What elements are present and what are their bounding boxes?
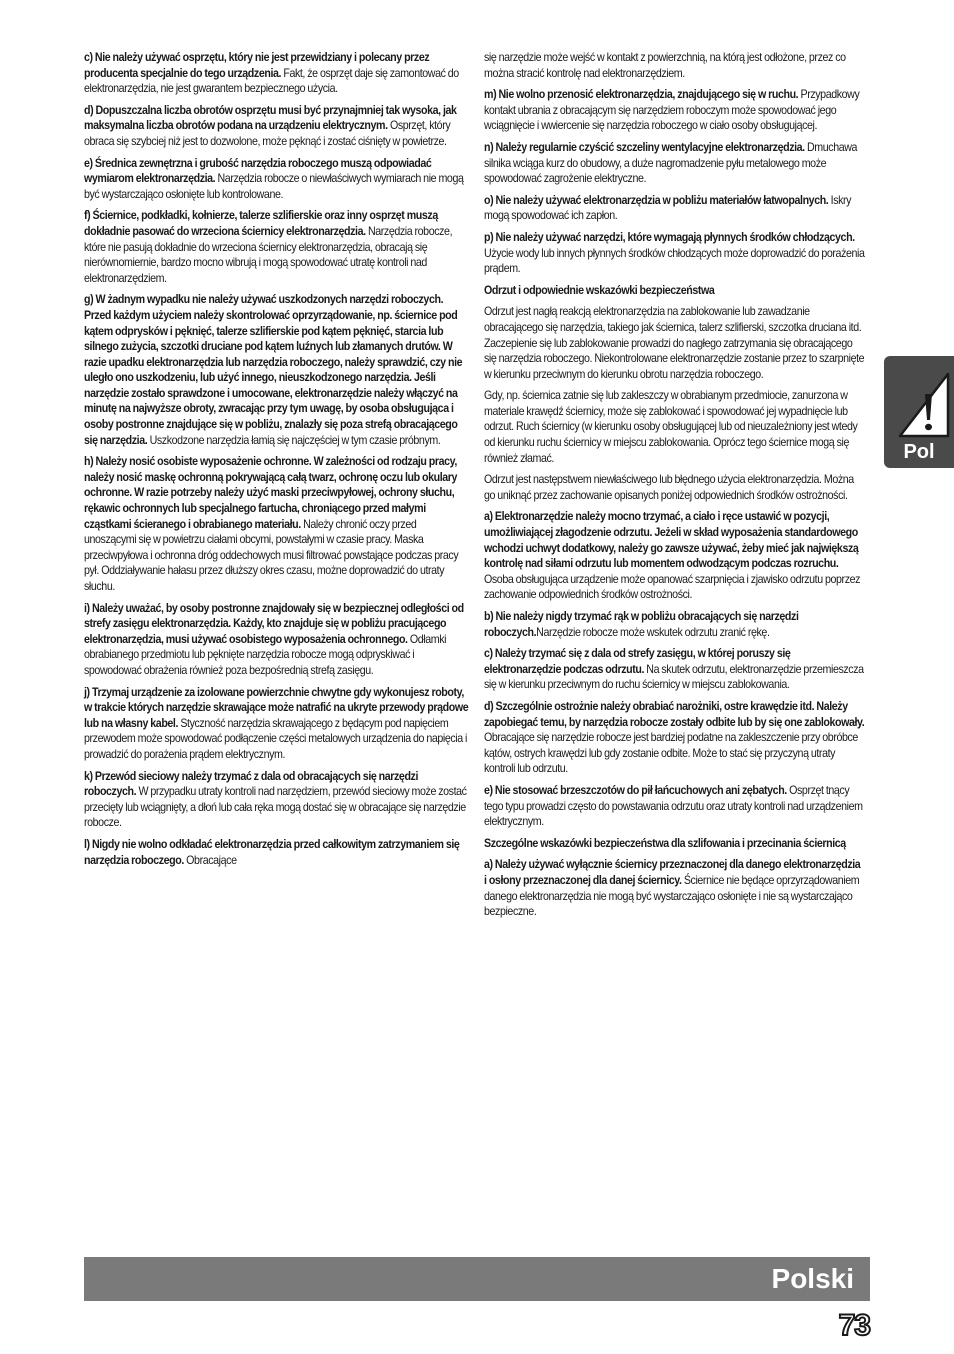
rule-e <box>84 156 470 203</box>
rule-n <box>484 140 865 187</box>
kickback-rule-e-text: Osprzęt tnący tego typu prowadzi często do powstawania odrzutu oraz utraty kontroli nad urządzeniem elektrycznym. <box>484 783 863 829</box>
rule-o-heading: o) Nie należy używać elektronarzędzia w pobliżu materiałów łatwopalnych. <box>484 193 829 207</box>
page-number: 73 <box>838 1309 870 1342</box>
grinding-rule-a-text: Ściernice nie będące oprzyrządowaniem danego elektronarzędzia nie mogą być wystarczająco osłonięte i nie są wystarczająco bezpieczne. <box>484 873 860 919</box>
rule-e-text: Narzędzia robocze o niewłaściwych wymiarach nie mogą być wystarczająco osłonięte lub kontrolowane. <box>84 172 464 201</box>
kickback-rule-b-heading: b) Nie należy nigdy trzymać rąk w pobliżu obracających się narzędzi roboczych. <box>484 610 799 639</box>
rule-g <box>84 292 470 448</box>
kickback-rule-a <box>484 509 865 603</box>
rule-o-text: Iskry mogą spowodować ich zapłon. <box>484 193 852 223</box>
rule-o <box>484 193 865 224</box>
kickback-rule-c-text: Na skutek odrzutu, elektronarzędzie przemieszcza się w kierunku przeciwnym do ruchu ściernicy w miejscu zablokowania. <box>484 662 864 692</box>
kickback-paragraph-2: Gdy, np. ściernica zatnie się lub zakleszczy w obrabianym przedmiocie, zanurzona w materiale krawędź ściernicy, może się zablokować i spowodować jej wypadnięcie lub odrzut. Ruch ściernicy (w kierunku osoby obsługującej lub od nieuzależniony jest wtedy od kierunku ruchu ściernicy w miejscu zablokowania. Oprócz tego ściernice mogą się również złamać. <box>484 389 858 465</box>
grinding-rule-a <box>484 857 865 919</box>
language-side-tab <box>884 356 954 468</box>
warning-triangle-icon <box>896 366 952 440</box>
kickback-rule-e <box>484 783 865 830</box>
rule-e-heading: e) Średnica zewnętrzna i grubość narzędzia roboczego muszą odpowiadać wymiarom elektronarzędzia. <box>84 156 432 186</box>
rule-c <box>84 50 470 97</box>
rule-c-heading: c) Nie należy używać osprzętu, który nie jest przewidziany i polecany przez producenta specjalnie do tego urządzenia. <box>84 51 430 80</box>
rule-f <box>84 208 470 286</box>
rule-j-heading: j) Trzymaj urządzenie za izolowane powierzchnie chwytne gdy wykonujesz roboty, w trakcie których narzędzie skrawające może natrafić na ukryte przewody prądowe lub na własny kabel. <box>84 685 469 730</box>
kickback-rule-d-text: Obracające się narzędzie robocze jest bardziej podatne na zakleszczenie przy obróbce kątów, ostrych krawędzi lub gdy zostanie odbite. Może to stać się przyczyną utraty kontroli lub odrzutu. <box>484 731 858 776</box>
rule-g-heading: g) W żadnym wypadku nie należy używać uszkodzonych narzędzi roboczych. Przed każdym użyciem należy skontrolować oprzyrządowanie, np. ściernice pod kątem odprysków i pęknięć, talerze szlifierskie pod kątem pęknięć, starcia lub silnego zużycia, szczotki druciane pod kątem luźnych lub złamanych drutów. W razie upadku elektronarzędzia lub narzędzia roboczego, należy sprawdzić, czy nie uległo ono uszkodzeniu, lub użyć innego, nieuszkodzonego narzędzia. Jeśli narzędzie zostało sprawdzone i umocowane, elektronarzędzie należy włączyć na minutę na najwyższe obroty, zwracając przy tym uwagę, by osoba obsługująca i osoby postronne znajdujące się w pobliżu, znalazły się poza strefą obracającego się narzędzia. <box>84 293 463 447</box>
rule-f-heading: f) Ściernice, podkładki, kołnierze, talerze szlifierskie oraz inny osprzęt muszą dokładnie pasować do wrzeciona ściernicy elektronarzędzia. <box>84 209 438 238</box>
rule-d <box>84 103 470 150</box>
rule-l-heading: l) Nigdy nie wolno odkładać elektronarzędzia przed całkowitym zatrzymaniem się narzędzia roboczego. <box>84 837 460 867</box>
rule-g-text: Uszkodzone narzędzia łamią się najczęściej w tym czasie próbnym. <box>147 433 441 447</box>
rule-h-text: Należy chronić oczy przed unoszącymi się w powietrzu ciałami obcymi, powstałymi w czasie pracy. Maska przeciwpyłowa i ochronna dróg oddechowych musi filtrować powstające podczas pracy pył. Oddziaływanie hałasu przez dłuższy okres czasu, możne doprowadzić do utraty słuchu. <box>84 517 459 593</box>
rule-p <box>484 230 865 277</box>
kickback-section-heading: Odrzut i odpowiednie wskazówki bezpieczeństwa <box>484 283 715 297</box>
rule-i-heading: i) Należy uważać, by osoby postronne znajdowały się w bezpiecznej odległości od strefy zasięgu elektronarzędzia. Każdy, kto znajduje się w pobliżu pracującego elektronarzędzia, musi używać osobistego wyposażenia ochronnego. <box>84 601 464 646</box>
rule-k-heading: k) Przewód sieciowy należy trzymać z dala od obracających się narzędzi roboczych. <box>84 769 419 799</box>
footer-language-title: Polski <box>771 1263 854 1294</box>
right-column <box>484 50 865 926</box>
kickback-paragraph-1: Odrzut jest nagłą reakcją elektronarzędzia na zablokowanie lub zawadzanie obracającego się narzędzia, takiego jak ściernica, talerz szlifierski, szczotka druciana itd. Zaczepienie się lub zablokowanie prowadzi do nagłego zatrzymania się obracającego się narzędzia roboczego. Niekontrolowane elektronarzędzie zostanie przez to szarpnięte w kierunku przeciwnym do kierunku obrotu narzędzia roboczego. <box>484 305 865 381</box>
kickback-rule-d-heading: d) Szczególnie ostrożnie należy obrabiać narożniki, ostre krawędzie itd. Należy zapobiegać temu, by narzędzia robocze zostały odbite lub by się one zablokowały. <box>484 699 865 729</box>
kickback-rule-a-heading: a) Elektronarzędzie należy mocno trzymać, a ciało i ręce ustawić w pozycji, umożliwiającej złagodzenie odrzutu. Jeżeli w skład wyposażenia standardowego wchodzi uchwyt dodatkowy, należy go zawsze używać, żeby mieć jak największą kontrolę nad siłami odrzutu lub momentem odwodzącym podczas rozruchu. <box>484 510 859 571</box>
rule-h-heading: h) Należy nosić osobiste wyposażenie ochronne. W zależności od rodzaju pracy, należy nosić maskę ochronną pokrywającą całą twarz, ochronę oczu lub okulary ochronne. W razie potrzeby należy użyć maski przeciwpyłowej, ochrony słuchu, rękawic ochronnych lub specjalnego fartucha, chroniącego przed małymi cząstkami ścieranego i obrabianego materiału. <box>84 455 458 531</box>
rule-k-text: W przypadku utraty kontroli nad narzędziem, przewód sieciowy może zostać przecięty lub wciągnięty, a dłoń lub cała ręka mogą dostać się w obracające się narzędzie robocze. <box>84 785 467 830</box>
rule-d-text: Osprzęt, który obraca się szybciej niż jest to dozwolone, może pęknąć i zostać ciśnięty w powietrze. <box>84 119 451 148</box>
rule-l-text: Obracające <box>183 853 237 867</box>
kickback-rule-a-text: Osoba obsługująca urządzenie może opanować szarpnięcia i zjawisko odrzutu poprzez zachowanie odpowiednich środków ostrożności. <box>484 572 861 602</box>
rule-h <box>84 454 470 594</box>
kickback-rule-e-heading: e) Nie stosować brzeszczotów do pił łańcuchowych ani zębatych. <box>484 783 787 797</box>
rule-n-heading: n) Należy regularnie czyścić szczeliny wentylacyjne elektronarzędzia. <box>484 140 805 154</box>
rule-c-text: Fakt, że osprzęt daje się zamontować do elektronarzędzia, nie jest gwarantem bezpiecznego użycia. <box>84 66 459 96</box>
rule-l <box>84 837 470 868</box>
rule-k <box>84 769 470 831</box>
kickback-paragraph-3: Odrzut jest następstwem niewłaściwego lub błędnego użycia elektronarzędzia. Można go uniknąć przez zachowanie opisanych poniżej odpowiednich środków ostrożności. <box>484 473 854 502</box>
rule-l-continuation: się narzędzie może wejść w kontakt z powierzchnią, na którą jest odłożone, przez co można stracić kontrolę nad elektronarzędziem. <box>484 51 846 80</box>
rule-f-text: Narzędzia robocze, które nie pasują dokładnie do wrzeciona ściernicy elektronarzędzia, obracają się nierównomiernie, bardzo mocno wibrują i mogą spowodować utratę kontroli nad elektronarzędziem. <box>84 224 453 285</box>
kickback-rule-b-text: Narzędzie robocze może wskutek odrzutu zranić rękę. <box>536 625 770 639</box>
rule-d-heading: d) Dopuszczalna liczba obrotów osprzętu musi być przynajmniej tak wysoka, jak maksymalna liczba obrotów podana na urządzeniu elektrycznym. <box>84 103 457 133</box>
rule-j-text: Styczność narzędzia skrawającego z będącym pod napięciem przewodem może spowodować podłączenie części metalowych urządzenia do napięcia i prowadzić do porażenia prądem elektrycznym. <box>84 716 467 761</box>
kickback-rule-d <box>484 699 865 777</box>
rule-j <box>84 685 470 763</box>
rule-p-heading: p) Nie należy używać narzędzi, które wymagają płynnych środków chłodzących. <box>484 230 855 244</box>
left-column <box>84 50 470 874</box>
rule-i-text: Odłamki obrabianego przedmiotu lub pęknięte narzędzia robocze mogą odpryskiwać i spowodować obrażenia również poza bezpośrednią strefą zasięgu. <box>84 632 447 677</box>
rule-m-heading: m) Nie wolno przenosić elektronarzędzia, znajdującego się w ruchu. <box>484 88 799 102</box>
language-label: Pol <box>903 441 935 463</box>
rule-m-text: Przypadkowy kontakt ubrania z obracającym się narzędziem roboczym może spowodować jego wciągnięcie i wwiercenie się narzędzia roboczego w ciało osoby obsługującej. <box>484 88 860 133</box>
footer-bar <box>84 1257 870 1301</box>
kickback-rule-c <box>484 646 865 693</box>
grinding-rule-a-heading: a) Należy używać wyłącznie ściernicy przeznaczonej dla danego elektronarzędzia i osłony przeznaczonej dla danej ściernicy. <box>484 858 861 887</box>
rule-i <box>84 601 470 679</box>
kickback-rule-c-heading: c) Należy trzymać się z dala od strefy zasięgu, w której poruszy się elektronarzędzie podczas odrzutu. <box>484 647 791 676</box>
grinding-section-heading: Szczególne wskazówki bezpieczeństwa dla szlifowania i przecinania ściernicą <box>484 836 846 850</box>
rule-n-text: Dmuchawa silnika wciąga kurz do obudowy, a duże nagromadzenie pyłu metalowego może spowodować zagrożenie elektryczne. <box>484 140 858 186</box>
rule-p-text: Użycie wody lub innych płynnych środków chłodzących może doprowadzić do porażenia prądem. <box>484 246 865 276</box>
kickback-rule-b <box>484 609 865 640</box>
rule-m <box>484 87 865 134</box>
